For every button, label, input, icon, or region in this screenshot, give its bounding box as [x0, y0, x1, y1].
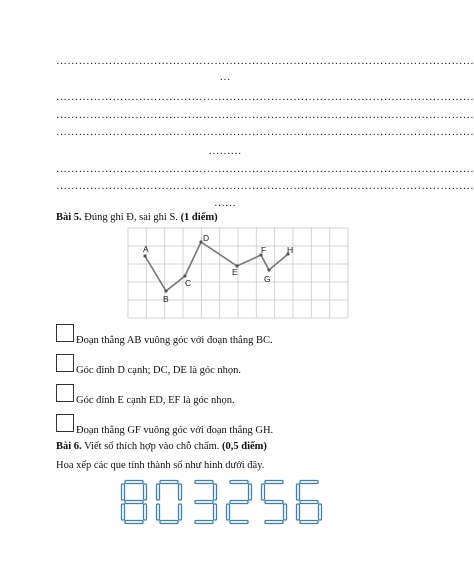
matchstick-digit-5-upper-left [262, 484, 265, 500]
answer-dotted-line: ………………………………………………………………………………………………… [56, 109, 474, 121]
matchstick-digit-3-top [195, 481, 213, 484]
label-A: A [143, 244, 149, 254]
answer-dotted-tail: ……… [208, 145, 242, 157]
answer-checkbox-2[interactable] [56, 354, 74, 372]
label-F: F [261, 245, 267, 255]
answer-dotted-line: ………………………………………………………………………………………………… [56, 180, 474, 192]
matchstick-digit-6-bottom [300, 521, 318, 524]
answer-dotted-tail: … [219, 71, 231, 83]
exercise-6-description: Hoa xếp các que tính thành số như hình dưới đây. [56, 460, 265, 471]
exercise-6-number: Bài 6. [56, 441, 82, 452]
answer-checkbox-4[interactable] [56, 414, 74, 432]
matchstick-digit-1-upper-right [144, 484, 147, 500]
matchstick-digit-1-middle [125, 501, 143, 504]
answer-checkbox-3[interactable] [56, 384, 74, 402]
matchstick-digit-3-middle [195, 501, 213, 504]
point-A [143, 254, 146, 257]
matchstick-digit-3-bottom [195, 521, 213, 524]
matchstick-digit-6-lower-left [297, 504, 300, 520]
label-C: C [185, 278, 192, 288]
grid [128, 228, 348, 318]
matchstick-digit-5-top [265, 481, 283, 484]
label-E: E [232, 267, 238, 277]
matchstick-digit-6-upper-left [297, 484, 300, 500]
matchstick-digit-3-lower-right [214, 504, 217, 520]
matchstick-digit-5-bottom [265, 521, 283, 524]
matchstick-digit-1-lower-left [122, 504, 125, 520]
matchstick-digit-2-bottom [160, 521, 178, 524]
matchstick-digit-2-upper-left [157, 484, 160, 500]
matchstick-digit-2-lower-right [179, 504, 182, 520]
matchstick-digit-5-lower-right [284, 504, 287, 520]
matchstick-digit-4-upper-right [249, 484, 252, 500]
matchstick-digit-4-bottom [230, 521, 248, 524]
matchstick-digit-1-upper-left [122, 484, 125, 500]
answer-dotted-line: ………………………………………………………………………………………………… [56, 91, 474, 103]
point-B [164, 289, 167, 292]
exercise-6-instruction: Viết số thích hợp vào chỗ chấm. [81, 441, 222, 452]
label-D: D [203, 233, 210, 243]
statement-3: Góc đỉnh E cạnh ED, EF là góc nhọn. [76, 395, 235, 406]
statement-2: Góc đỉnh D cạnh; DC, DE là góc nhọn. [76, 365, 242, 376]
matchstick-digit-2-lower-left [157, 504, 160, 520]
exercise-5-points: (1 điểm) [180, 212, 218, 223]
matchstick-digit-2-upper-right [179, 484, 182, 500]
matchstick-digit-6-middle [300, 501, 318, 504]
exercise-6-heading [56, 440, 267, 454]
matchstick-digit-4-lower-left [227, 504, 230, 520]
matchstick-digit-1-top [125, 481, 143, 484]
matchstick-digit-1-lower-right [144, 504, 147, 520]
label-H: H [287, 245, 294, 255]
matchstick-digit-1-bottom [125, 521, 143, 524]
matchstick-digit-4-middle [230, 501, 248, 504]
label-G: G [264, 274, 271, 284]
point-G [267, 268, 270, 271]
exercise-5-heading [56, 211, 218, 225]
matchstick-digit-3-upper-right [214, 484, 217, 500]
matchstick-digit-6-top [300, 481, 318, 484]
matchstick-digit-2-top [160, 481, 178, 484]
exercise-6-points: (0,5 điểm) [222, 441, 267, 452]
answer-dotted-tail: …… [214, 197, 236, 209]
answer-dotted-line: ………………………………………………………………………………………………… [56, 55, 474, 67]
statement-1: Đoạn thẳng AB vuông góc với đoạn thẳng BC. [76, 335, 273, 346]
polyline-grid-figure [128, 228, 348, 318]
answer-checkbox-1[interactable] [56, 324, 74, 342]
answer-dotted-line: ………………………………………………………………………………………………… [56, 126, 474, 138]
answer-dotted-line: ………………………………………………………………………………………………… [56, 163, 474, 175]
label-B: B [163, 294, 169, 304]
exercise-5-number: Bài 5. [56, 212, 82, 223]
matchstick-digit-5-middle [265, 501, 283, 504]
matchstick-digit-4-top [230, 481, 248, 484]
exercise-5-instruction: Đúng ghi Đ, sai ghi S. [81, 212, 181, 223]
matchstick-number [118, 478, 328, 528]
matchstick-digit-6-lower-right [319, 504, 322, 520]
statement-4: Đoạn thẳng GF vuông góc với đoạn thẳng GH. [76, 425, 274, 436]
